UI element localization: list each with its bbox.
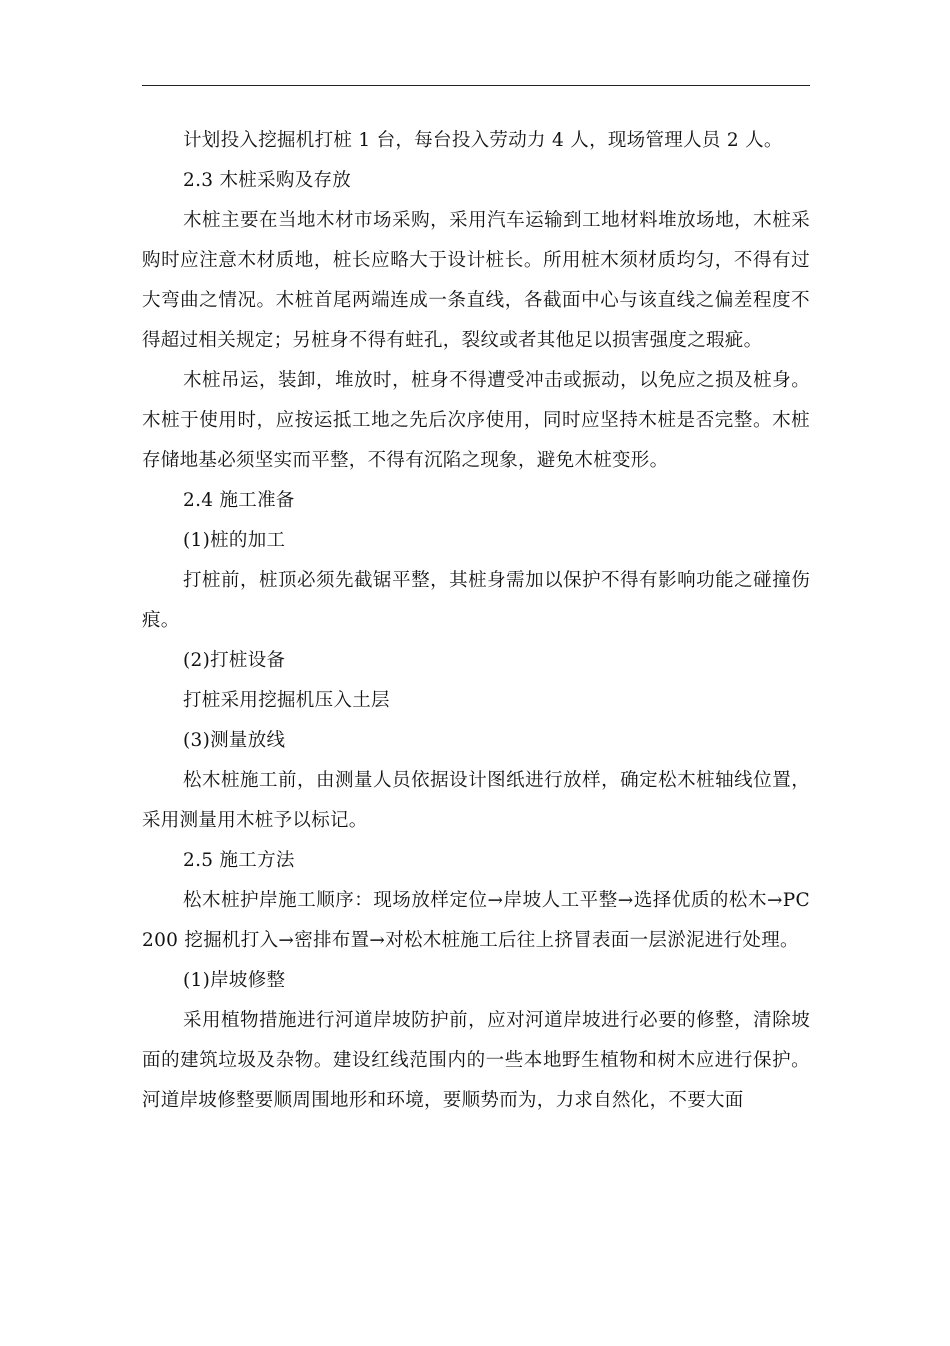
subheading-surveying: (3)测量放线 <box>183 730 286 751</box>
paragraph-surveying: 松木桩施工前，由测量人员依据设计图纸进行放样，确定松木桩轴线位置，采用测量用木桩予以标记。 <box>142 770 810 831</box>
paragraph-slope-trimming: 采用植物措施进行河道岸坡防护前，应对河道岸坡进行必要的修整，清除坡面的建筑垃圾及杂物。建设红线范围内的一些本地野生植物和树木应进行保护。河道岸坡修整要顺周围地形和环境，要顺势而为，力求自然化，不要大面 <box>142 1010 810 1111</box>
subheading-piling-equipment: (2)打桩设备 <box>183 650 286 671</box>
body-text <box>142 121 810 1121</box>
paragraph-handling: 木桩吊运，装卸，堆放时，桩身不得遭受冲击或振动，以免应之损及桩身。木桩于使用时，应按运抵工地之先后次序使用，同时应坚持木桩是否完整。木桩存储地基必须坚实而平整，不得有沉陷之现象，避免木桩变形。 <box>142 370 810 471</box>
paragraph-pile-processing: 打桩前，桩顶必须先截锯平整，其桩身需加以保护不得有影响功能之碰撞伤痕。 <box>142 570 810 631</box>
section-heading-2-4: 2.4 施工准备 <box>183 490 295 511</box>
paragraph-piling-equipment: 打桩采用挖掘机压入土层 <box>183 690 390 711</box>
subheading-slope-trimming: (1)岸坡修整 <box>183 970 286 991</box>
subheading-pile-processing: (1)桩的加工 <box>183 530 286 551</box>
paragraph-staffing: 计划投入挖掘机打桩 1 台，每台投入劳动力 4 人，现场管理人员 2 人。 <box>183 130 783 151</box>
section-heading-2-5: 2.5 施工方法 <box>183 850 295 871</box>
section-heading-2-3: 2.3 木桩采购及存放 <box>183 170 352 191</box>
paragraph-construction-sequence: 松木桩护岸施工顺序：现场放样定位→岸坡人工平整→选择优质的松木→PC200 挖掘机打入→密排布置→对松木桩施工后往上挤冒表面一层淤泥进行处理。 <box>142 890 810 951</box>
paragraph-procurement: 木桩主要在当地木材市场采购，采用汽车运输到工地材料堆放场地，木桩采购时应注意木材质地，桩长应略大于设计桩长。所用桩木须材质均匀，不得有过大弯曲之情况。木桩首尾两端连成一条直线，各截面中心与该直线之偏差程度不得超过相关规定；另桩身不得有蛀孔，裂纹或者其他足以损害强度之瑕疵。 <box>142 210 810 351</box>
header-rule <box>142 85 810 86</box>
